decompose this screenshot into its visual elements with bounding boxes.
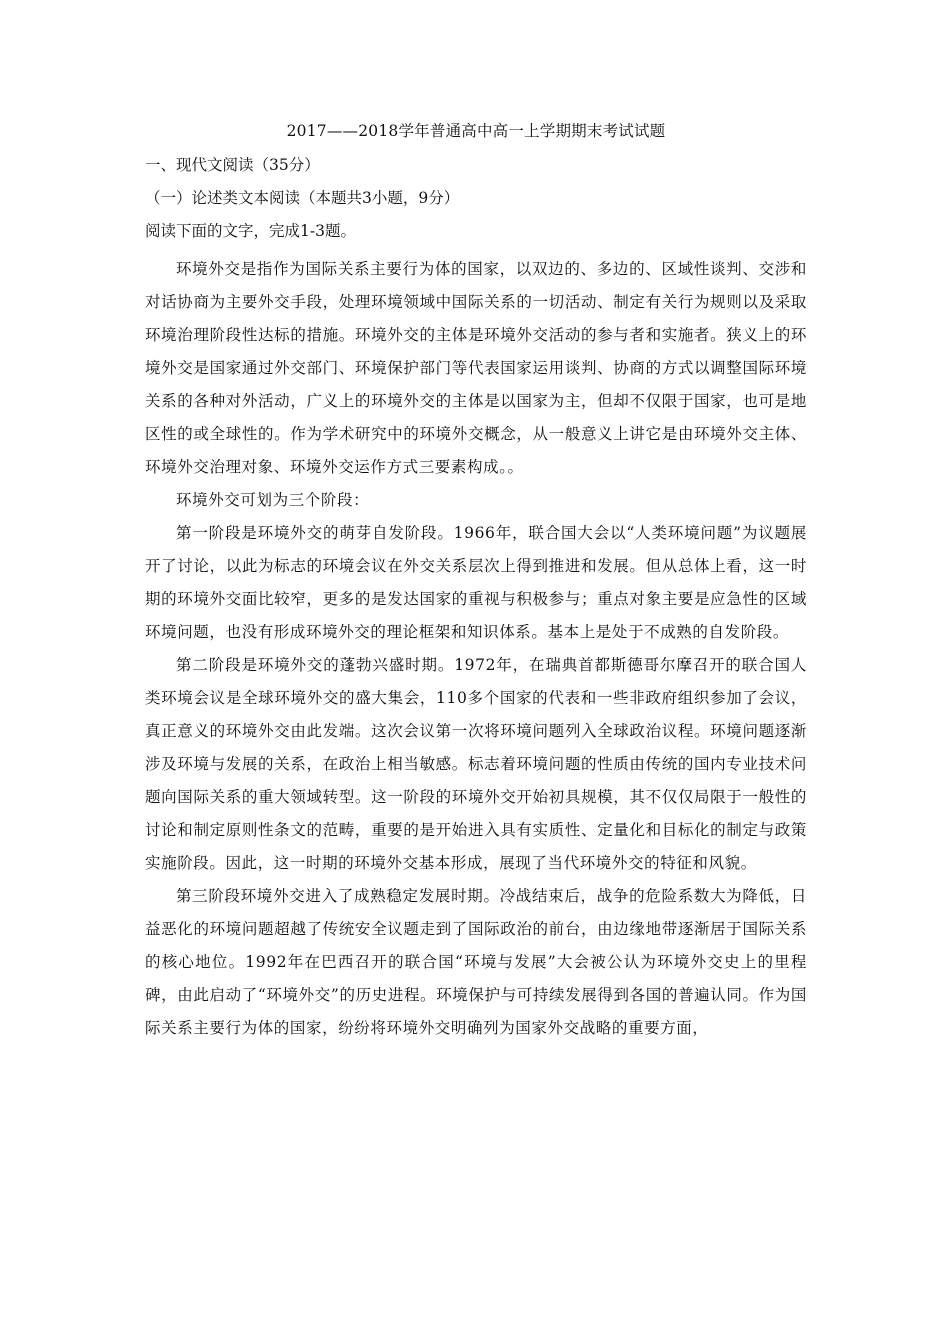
- section-heading: 一、现代文阅读（35分）: [145, 156, 320, 174]
- paragraph-stage-three: 第三阶段环境外交进入了成熟稳定发展时期。冷战结束后，战争的危险系数大为降低，日益恶化的环境问题超越了传统安全议题走到了国际政治的前台，由边缘地带逐渐居于国际关系的核心地位。1992年在巴西召开的联合国“环境与发展”大会被公认为环境外交史上的里程碑，由此启动了“环境外交”的历史进程。环境保护与可持续发展得到各国的普遍认同。作为国际关系主要行为体的国家，纷纷将环境外交明确列为国家外交战略的重要方面，: [145, 887, 807, 1037]
- paragraph-stage-two: 第二阶段是环境外交的蓬勃兴盛时期。1972年，在瑞典首都斯德哥尔摩召开的联合国人类环境会议是全球环境外交的盛大集会，110多个国家的代表和一些非政府组织参加了会议，真正意义的环境外交由此发端。这次会议第一次将环境问题列入全球政治议程。环境问题逐渐涉及环境与发展的关系，在政治上相当敏感。标志着环境问题的性质由传统的国内专业技术问题向国际关系的重大领域转型。这一阶段的环境外交开始初具规模，其不仅仅局限于一般性的讨论和制定原则性条文的范畴，重要的是开始进入具有实质性、定量化和目标化的制定与政策实施阶段。因此，这一时期的环境外交基本形成，展现了当代环境外交的特征和风貌。: [145, 656, 807, 872]
- exam-page: [145, 120, 807, 1045]
- exam-title: 2017——2018学年普通高中高一上学期期末考试试题: [286, 122, 666, 140]
- reading-instruction: 阅读下面的文字，完成1-3题。: [145, 222, 356, 240]
- subsection-heading: （一）论述类文本阅读（本题共3小题，9分）: [145, 189, 460, 207]
- paragraph-definition: 环境外交是指作为国际关系主要行为体的国家，以双边的、多边的、区域性谈判、交涉和对话协商为主要外交手段，处理环境领域中国际关系的一切活动、制定有关行为规则以及采取环境治理阶段性达标的措施。环境外交的主体是环境外交活动的参与者和实施者。狭义上的环境外交是国家通过外交部门、环境保护部门等代表国家运用谈判、协商的方式以调整国际环境关系的各种对外活动，广义上的环境外交的主体是以国家为主，但却不仅限于国家，也可是地区性的或全球性的。作为学术研究中的环境外交概念，从一般意义上讲它是由环境外交主体、环境外交治理对象、环境外交运作方式三要素构成。。: [145, 260, 807, 476]
- paragraph-stage-one: 第一阶段是环境外交的萌芽自发阶段。1966年，联合国大会以“人类环境问题”为议题展开了讨论，以此为标志的环境会议在外交关系层次上得到推进和发展。但从总体上看，这一时期的环境外交面比较窄，更多的是发达国家的重视与积极参与；重点对象主要是应急性的区域环境问题，也没有形成环境外交的理论框架和知识体系。基本上是处于不成熟的自发阶段。: [145, 524, 807, 641]
- paragraph-stages-intro: 环境外交可划为三个阶段：: [176, 491, 370, 509]
